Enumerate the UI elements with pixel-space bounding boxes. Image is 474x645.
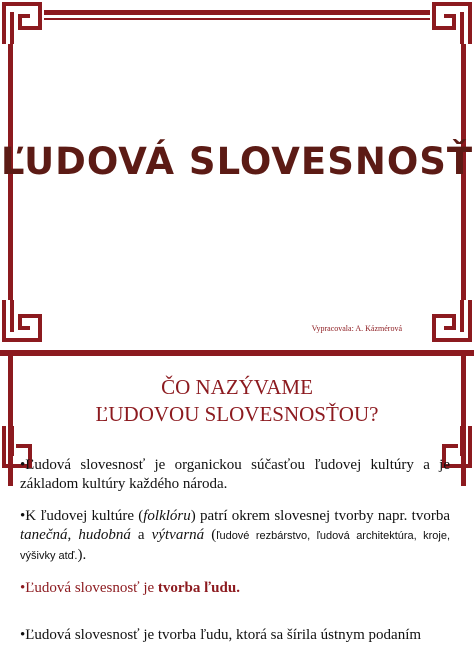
text-run: •K ľudovej kultúre ( bbox=[20, 508, 144, 524]
frame-top-line bbox=[44, 10, 430, 15]
corner-ornament-bottom-left bbox=[0, 300, 44, 344]
corner-ornament-top-left bbox=[0, 0, 44, 44]
clipped-next-line: •Ľudová slovesnosť je tvorba ľudu, ktorá sa šírila ústnym podaním bbox=[20, 627, 422, 643]
heading-line-1: ČO NAZÝVAME bbox=[161, 375, 313, 399]
text-run: , bbox=[67, 527, 79, 543]
corner-ornament-top-right bbox=[430, 0, 474, 44]
slide-body bbox=[20, 456, 450, 611]
corner-ornament-bottom-right bbox=[430, 300, 474, 344]
text-run: a bbox=[130, 527, 152, 543]
text-run-italic: folklóru bbox=[143, 508, 191, 524]
content-slide bbox=[0, 356, 474, 643]
text-run: ) patrí okrem slovesnej tvorby napr. tvorba bbox=[190, 508, 450, 524]
text-run-bold: tvorba ľudu. bbox=[157, 580, 240, 596]
text-run-small: ľudové rezbárstvo, ľudová architektúra, kroje, výšivky atď. bbox=[20, 530, 451, 562]
text-run-italic: výtvarná bbox=[151, 527, 205, 543]
text-run: ). bbox=[77, 547, 87, 563]
text-run: ( bbox=[204, 527, 217, 543]
author-credit: Vypracovala: A. Kázmérová bbox=[311, 324, 402, 333]
bullet-paragraph-1: •Ľudová slovesnosť je organickou súčasťou ľudovej kultúry a je základom kultúry každého národa. bbox=[20, 457, 450, 492]
heading-line-2: ĽUDOVOU SLOVESNOSŤOU? bbox=[95, 402, 379, 426]
text-run-italic: tanečná bbox=[20, 527, 68, 543]
slide-title: ĽUDOVÁ SLOVESNOSŤ bbox=[0, 140, 474, 183]
bullet-paragraph-3 bbox=[20, 579, 450, 598]
bullet-paragraph-2 bbox=[20, 507, 450, 566]
text-run: •Ľudová slovesnosť je bbox=[20, 580, 158, 596]
slide-heading bbox=[0, 374, 474, 428]
frame-top-line-inner bbox=[44, 18, 430, 20]
text-run-italic: hudobná bbox=[78, 527, 131, 543]
